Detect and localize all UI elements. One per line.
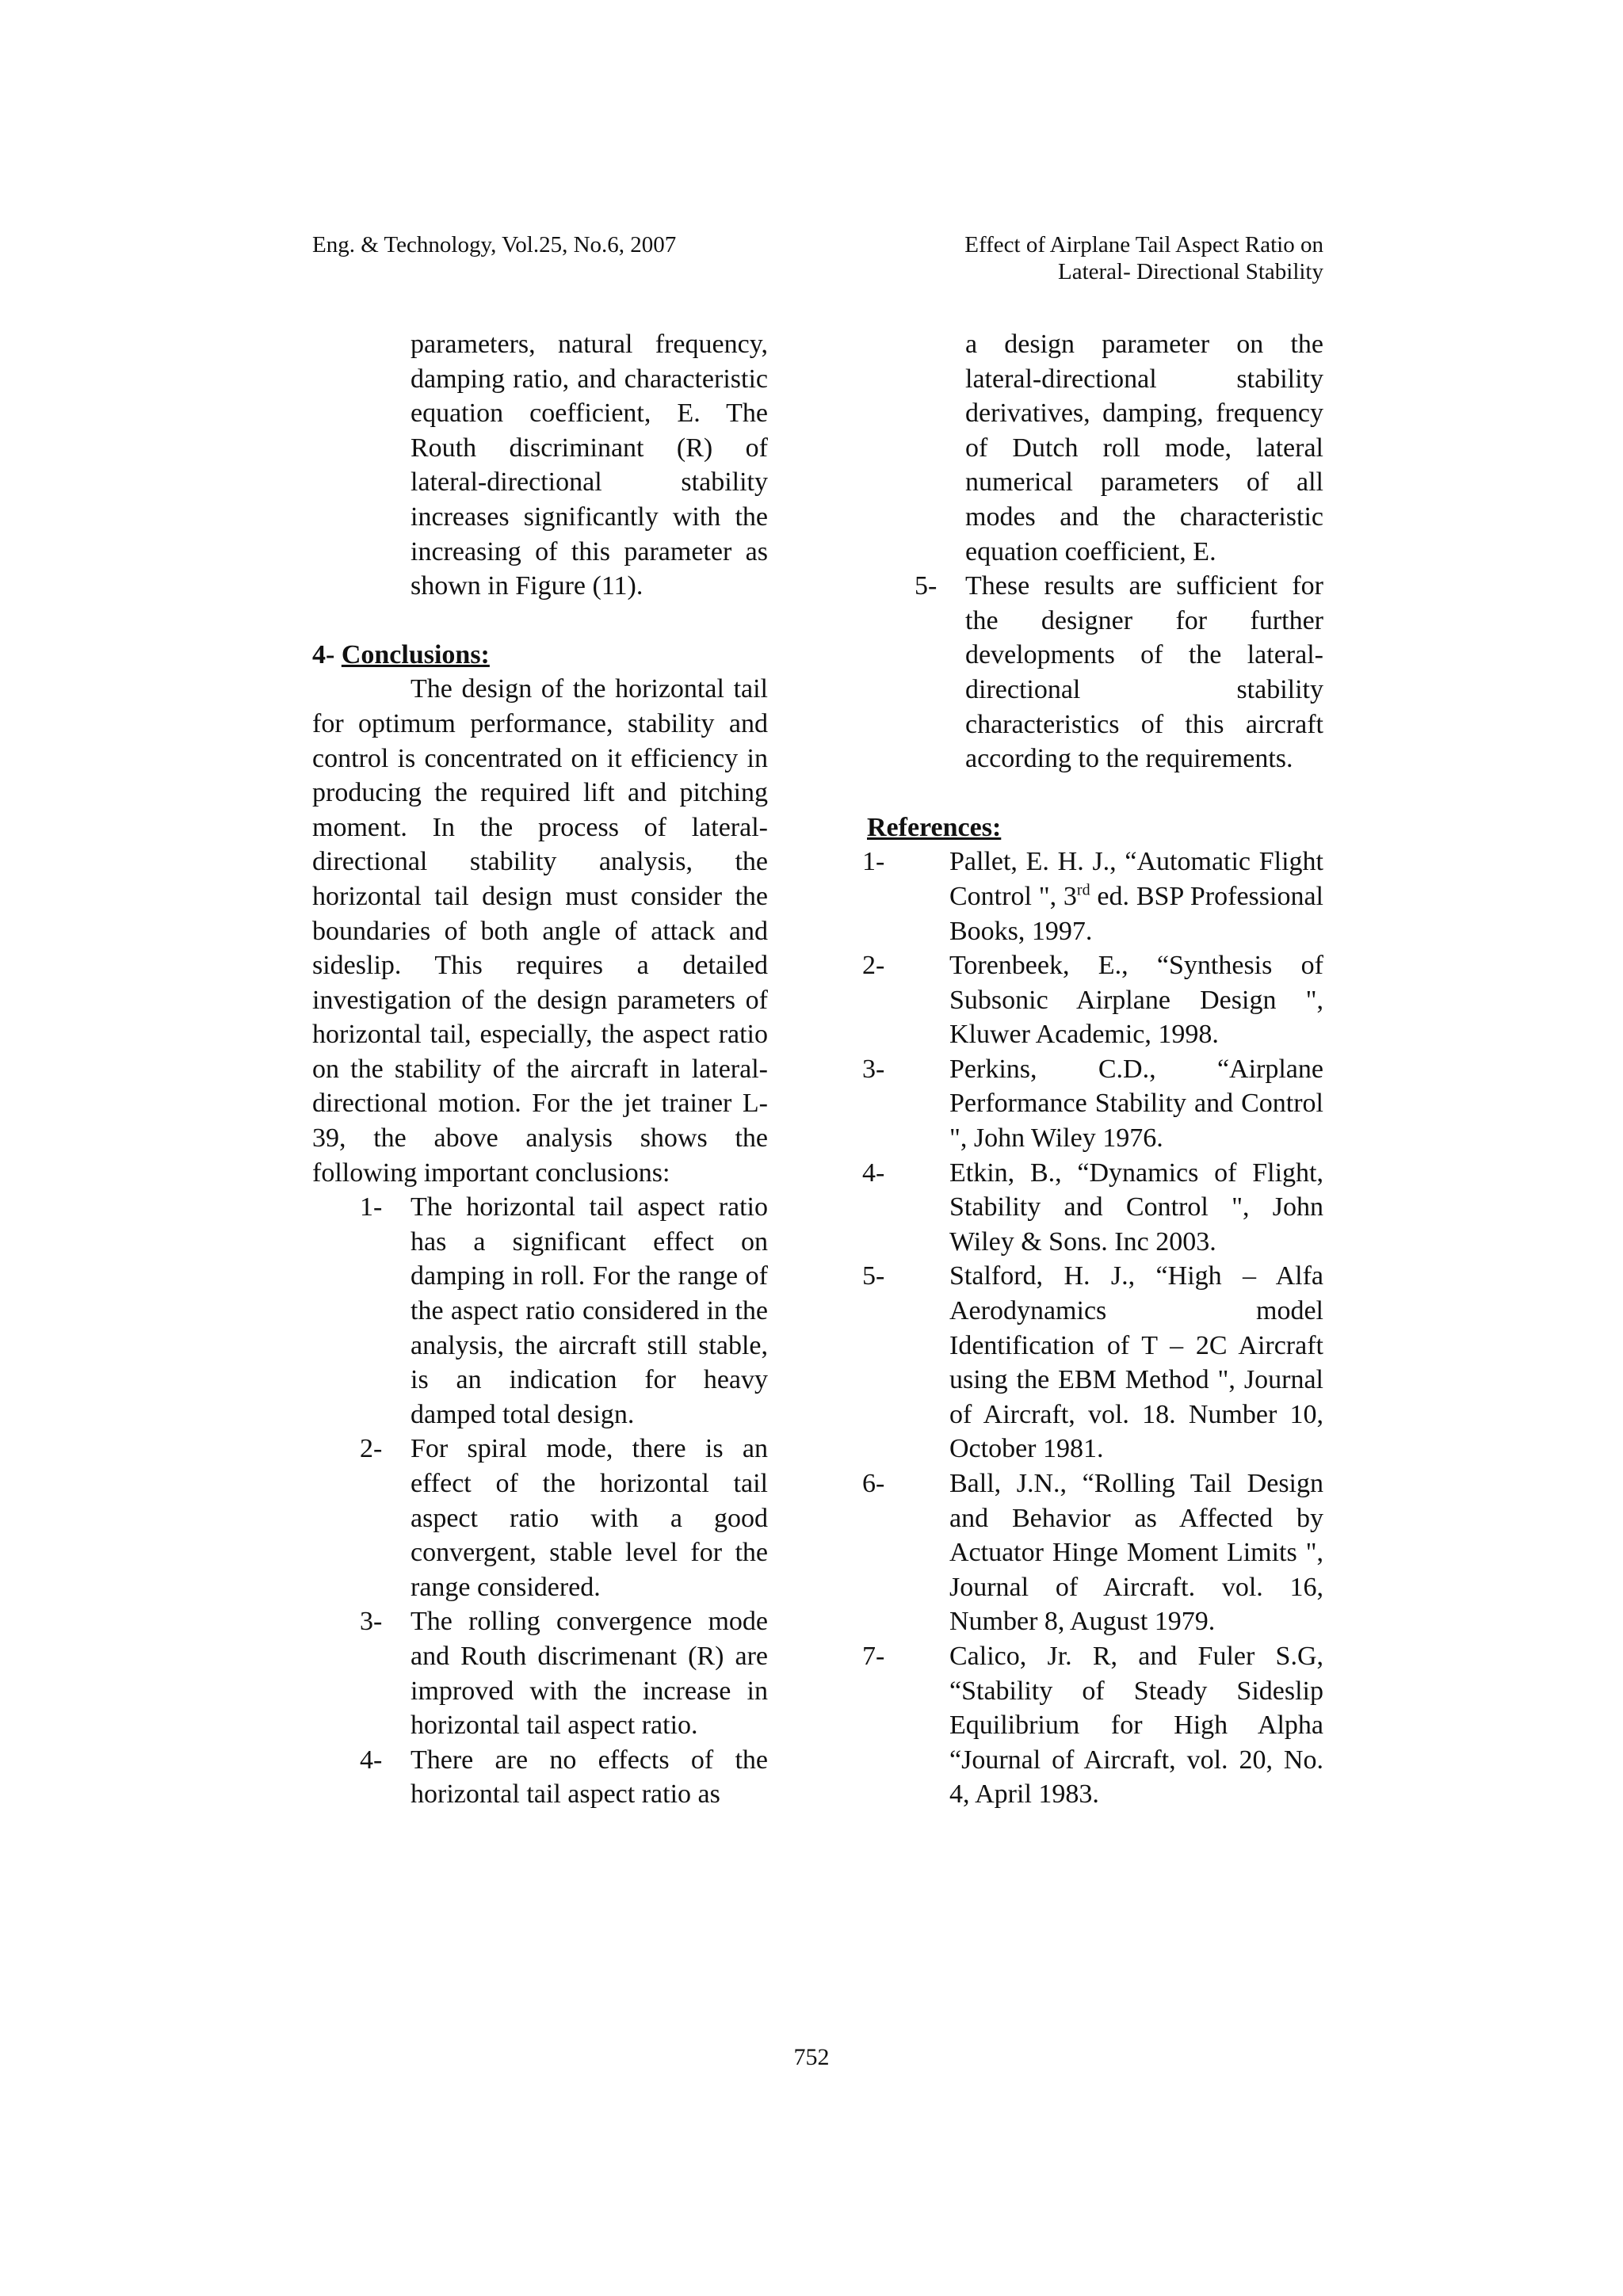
reference-number: 7- — [862, 1641, 885, 1671]
left-column — [312, 327, 768, 1812]
list-item — [312, 1604, 768, 1742]
reference-text: Stalford, H. J., “High – Alfa Aerodynamics model Identification of T – 2C Aircraft using the EBM Method ", Journal of Aircraft, vol. 18. Number 10, October 1981. — [949, 1261, 1323, 1464]
reference-item — [862, 1466, 1323, 1639]
list-item-text: The rolling convergence mode and Routh discrimenant (R) are improved with the increase in horizontal tail aspect ratio. — [411, 1607, 768, 1741]
list-item-text: These results are sufficient for the designer for further developments of the lateral-directional stability characteristics of this aircraft according to the requirements. — [965, 571, 1323, 774]
list-item — [312, 1190, 768, 1432]
list-item-number: 4- — [360, 1745, 383, 1775]
running-header-left: Eng. & Technology, Vol.25, No.6, 2007 — [312, 232, 677, 257]
reference-item — [862, 1052, 1323, 1156]
continued-paragraph: parameters, natural frequency, damping ratio, and characteristic equation coefficient, E. The Routh discriminant (R) of lateral-directional stability increases significantly with the increasing of this parameter as shown in Figure (11). — [411, 330, 768, 601]
section-number: 4- — [312, 639, 335, 669]
reference-item — [862, 1639, 1323, 1812]
running-header-right — [911, 231, 1323, 285]
list-item-text: a design parameter on the lateral-directional stability derivatives, damping, frequency of Dutch roll mode, lateral numerical parameters of all modes and the characteristic equation coefficient, E. — [965, 330, 1323, 566]
reference-number: 1- — [862, 847, 885, 877]
list-item — [862, 569, 1323, 776]
list-item-number: 2- — [360, 1434, 383, 1464]
list-item-text: The horizontal tail aspect ratio has a significant effect on damping in roll. For the range of the aspect ratio considered in the analysis, the aircraft still stable, is an indication for heavy damped total design. — [411, 1192, 768, 1429]
reference-text: Perkins, C.D., “Airplane Performance Stability and Control ", John Wiley 1976. — [949, 1054, 1323, 1154]
reference-item — [862, 948, 1323, 1052]
reference-item — [862, 845, 1323, 948]
reference-number: 5- — [862, 1261, 885, 1291]
reference-superscript: rd — [1076, 881, 1090, 899]
right-column — [862, 327, 1323, 1812]
reference-text: Calico, Jr. R, and Fuler S.G, “Stability of Steady Sideslip Equilibrium for High Alpha “Journal of Aircraft, vol. 20, No. 4, April 1983. — [949, 1641, 1323, 1810]
list-item — [312, 1743, 768, 1812]
list-item-text: There are no effects of the horizontal tail aspect ratio as — [411, 1745, 768, 1810]
page-number: 752 — [793, 2044, 830, 2070]
reference-number: 6- — [862, 1469, 885, 1498]
reference-number: 4- — [862, 1158, 885, 1188]
conclusions-list — [312, 1190, 768, 1812]
list-item — [312, 1432, 768, 1604]
reference-item — [862, 1156, 1323, 1260]
conclusion-paragraph: The design of the horizontal tail for optimum performance, stability and control is concentrated on it efficiency in producing the required lift and pitching moment. In the process of lateral-directional stability analysis, the horizontal tail design must consider the boundaries of both angle of attack and sideslip. This requires a detailed investigation of the design parameters of horizontal tail, especially, the aspect ratio on the stability of the aircraft in lateral-directional motion. For the jet trainer L-39, the above analysis shows the following important conclusions: — [312, 674, 768, 1188]
reference-number: 3- — [862, 1054, 885, 1084]
running-header-right-line2: Lateral- Directional Stability — [1058, 259, 1323, 284]
continued-list-item — [862, 327, 1323, 569]
list-item-number: 3- — [360, 1607, 383, 1637]
reference-text: Torenbeek, E., “Synthesis of Subsonic Airplane Design ", Kluwer Academic, 1998. — [949, 951, 1323, 1050]
reference-text: Pallet, E. H. J., “Automatic Flight Control ", 3 — [949, 847, 1323, 911]
references-list — [862, 845, 1323, 1812]
reference-text: Etkin, B., “Dynamics of Flight, Stability and Control ", John Wiley & Sons. Inc 2003. — [949, 1158, 1323, 1257]
section-heading — [312, 638, 768, 673]
reference-item — [862, 1259, 1323, 1466]
running-header-right-line1: Effect of Airplane Tail Aspect Ratio on — [964, 232, 1323, 257]
section-title: Conclusions: — [341, 639, 490, 669]
reference-text: Ball, J.N., “Rolling Tail Design and Behavior as Affected by Actuator Hinge Moment Limits ", Journal of Aircraft. vol. 16, Number 8, August 1979. — [949, 1469, 1323, 1637]
list-item-text: For spiral mode, there is an effect of the horizontal tail aspect ratio with a good convergent, stable level for the range considered. — [411, 1434, 768, 1602]
references-heading: References: — [867, 812, 1002, 842]
reference-text-tail: ed. BSP Professional Books, 1997. — [949, 881, 1323, 946]
list-item-number: 1- — [360, 1192, 383, 1222]
list-item-number: 5- — [915, 571, 938, 601]
reference-number: 2- — [862, 951, 885, 981]
